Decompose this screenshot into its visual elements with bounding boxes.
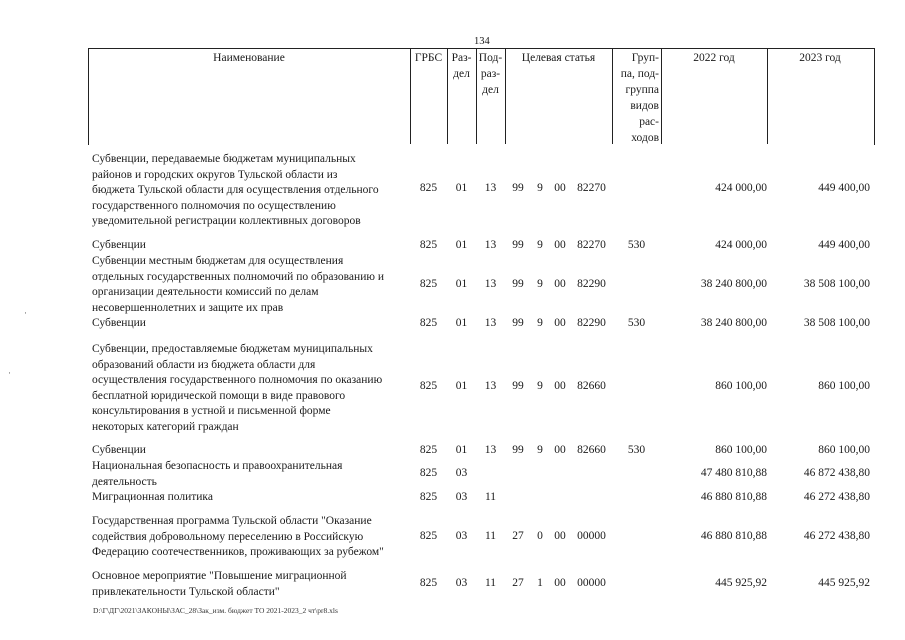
- cell-rz: 01: [455, 239, 468, 251]
- cell-c1: 99: [512, 444, 524, 456]
- cell-c2: 9: [537, 444, 543, 456]
- cell-y2022: 46 880 810,88: [700, 491, 767, 503]
- cell-rz: 01: [455, 380, 468, 392]
- cell-c1: 99: [512, 317, 524, 329]
- row-name: Национальная безопасность и правоохранительная деятельность: [92, 460, 343, 488]
- cell-c4: 82270: [577, 182, 606, 194]
- cell-pr: 13: [484, 278, 497, 290]
- page-number: 134: [474, 36, 490, 47]
- cell-rz: 03: [455, 491, 468, 503]
- cell-c2: 0: [537, 530, 543, 542]
- cell-y2022: 860 100,00: [715, 444, 767, 456]
- scan-mark: ·: [8, 368, 11, 378]
- cell-grbs: 825: [419, 317, 438, 329]
- cell-y2022: 38 240 800,00: [700, 278, 767, 290]
- cell-vr: 530: [627, 444, 646, 456]
- cell-y2023: 46 872 438,80: [803, 467, 870, 479]
- row-name: Субвенции местным бюджетам для осуществления отдельных государственных полномочий по образованию и организации деятельности комиссий по делам несовершеннолетних и защите их прав: [92, 255, 384, 314]
- cell-y2023: 46 272 438,80: [803, 491, 870, 503]
- cell-c3: 00: [554, 380, 566, 392]
- cell-y2022: 860 100,00: [715, 380, 767, 392]
- row-name: Государственная программа Тульской области "Оказание содействия добровольному переселению в Российскую Федерацию соотечественников, проживающих за рубежом": [92, 515, 384, 559]
- cell-c1: 99: [512, 380, 524, 392]
- cell-rz: 03: [455, 467, 468, 479]
- cell-c2: 9: [537, 380, 543, 392]
- cell-y2022: 38 240 800,00: [700, 317, 767, 329]
- cell-grbs: 825: [419, 278, 438, 290]
- cell-grbs: 825: [419, 530, 438, 542]
- cell-y2023: 46 272 438,80: [803, 530, 870, 542]
- cell-grbs: 825: [419, 182, 438, 194]
- cell-y2023: 860 100,00: [818, 380, 870, 392]
- cell-c4: 00000: [577, 530, 606, 542]
- cell-pr: 11: [484, 530, 497, 542]
- header-razdel: Раз- дел: [451, 52, 472, 80]
- cell-c3: 00: [554, 317, 566, 329]
- row-name: Миграционная политика: [92, 491, 213, 503]
- cell-c3: 00: [554, 444, 566, 456]
- header-name: Наименование: [213, 52, 285, 64]
- cell-c4: 00000: [577, 577, 606, 589]
- footer-file-path: D:\Г\ДГ\2021\ЗАКОНЫ\ЗАС_28\Зак_изм. бюджет ТО 2021-2023_2 чт\pr8.xls: [93, 606, 338, 615]
- cell-y2023: 449 400,00: [818, 182, 870, 194]
- cell-y2022: 46 880 810,88: [700, 530, 767, 542]
- row-name: Субвенции: [92, 444, 146, 456]
- cell-c2: 9: [537, 239, 543, 251]
- cell-grbs: 825: [419, 467, 438, 479]
- cell-c4: 82660: [577, 380, 606, 392]
- cell-vr: 530: [627, 239, 646, 251]
- cell-y2022: 47 480 810,88: [700, 467, 767, 479]
- cell-c1: 27: [512, 530, 524, 542]
- cell-pr: 13: [484, 317, 497, 329]
- cell-y2022: 445 925,92: [715, 577, 767, 589]
- cell-y2022: 424 000,00: [715, 239, 767, 251]
- cell-c2: 9: [537, 182, 543, 194]
- cell-vr: 530: [627, 317, 646, 329]
- cell-pr: 13: [484, 182, 497, 194]
- cell-y2023: 38 508 100,00: [803, 278, 870, 290]
- header-group: Груп- па, под- группа видов рас- ходов: [620, 52, 659, 144]
- cell-c2: 9: [537, 278, 543, 290]
- cell-pr: 13: [484, 239, 497, 251]
- cell-c3: 00: [554, 530, 566, 542]
- cell-c2: 9: [537, 317, 543, 329]
- header-podrazdel: Под- раз- дел: [478, 52, 503, 96]
- cell-y2022: 424 000,00: [715, 182, 767, 194]
- row-name: Субвенции, передаваемые бюджетам муниципальных районов и городских округов Тульской области из бюджета Тульской области для осуществления отдельного государственного полномочия по осуществлению уведомительной регистрации коллективных договоров: [92, 153, 379, 228]
- row-name: Субвенции: [92, 317, 146, 329]
- cell-grbs: 825: [419, 444, 438, 456]
- cell-c1: 27: [512, 577, 524, 589]
- cell-c4: 82290: [577, 278, 606, 290]
- cell-rz: 01: [455, 182, 468, 194]
- header-2023: 2023 год: [799, 52, 841, 64]
- row-name: Основное мероприятие "Повышение миграционной привлекательности Тульской области": [92, 570, 347, 598]
- cell-grbs: 825: [419, 577, 438, 589]
- cell-c3: 00: [554, 278, 566, 290]
- cell-c3: 00: [554, 239, 566, 251]
- cell-c4: 82290: [577, 317, 606, 329]
- cell-y2023: 38 508 100,00: [803, 317, 870, 329]
- cell-c2: 1: [537, 577, 543, 589]
- cell-c3: 00: [554, 577, 566, 589]
- cell-grbs: 825: [419, 491, 438, 503]
- cell-y2023: 445 925,92: [818, 577, 870, 589]
- cell-pr: 13: [484, 444, 497, 456]
- cell-rz: 01: [455, 444, 468, 456]
- header-grbs: ГРБС: [414, 52, 443, 64]
- cell-c4: 82270: [577, 239, 606, 251]
- scan-mark: ·: [24, 308, 27, 318]
- cell-pr: 13: [484, 380, 497, 392]
- cell-grbs: 825: [419, 380, 438, 392]
- row-name: Субвенции, предоставляемые бюджетам муниципальных образований области из бюджета области для осуществления государственного полномочия по оказанию бесплатной юридической помощи в виде правового консультирования в устной и письменной форме некоторых категорий граждан: [92, 343, 383, 433]
- header-2022: 2022 год: [693, 52, 735, 64]
- cell-c1: 99: [512, 239, 524, 251]
- cell-rz: 03: [455, 577, 468, 589]
- row-name: Субвенции: [92, 239, 146, 251]
- cell-c1: 99: [512, 182, 524, 194]
- cell-c1: 99: [512, 278, 524, 290]
- cell-rz: 01: [455, 317, 468, 329]
- cell-y2023: 860 100,00: [818, 444, 870, 456]
- header-target: Целевая статья: [521, 52, 596, 64]
- cell-rz: 03: [455, 530, 468, 542]
- cell-pr: 11: [484, 491, 497, 503]
- cell-c3: 00: [554, 182, 566, 194]
- cell-pr: 11: [484, 577, 497, 589]
- cell-grbs: 825: [419, 239, 438, 251]
- cell-c4: 82660: [577, 444, 606, 456]
- cell-y2023: 449 400,00: [818, 239, 870, 251]
- cell-rz: 01: [455, 278, 468, 290]
